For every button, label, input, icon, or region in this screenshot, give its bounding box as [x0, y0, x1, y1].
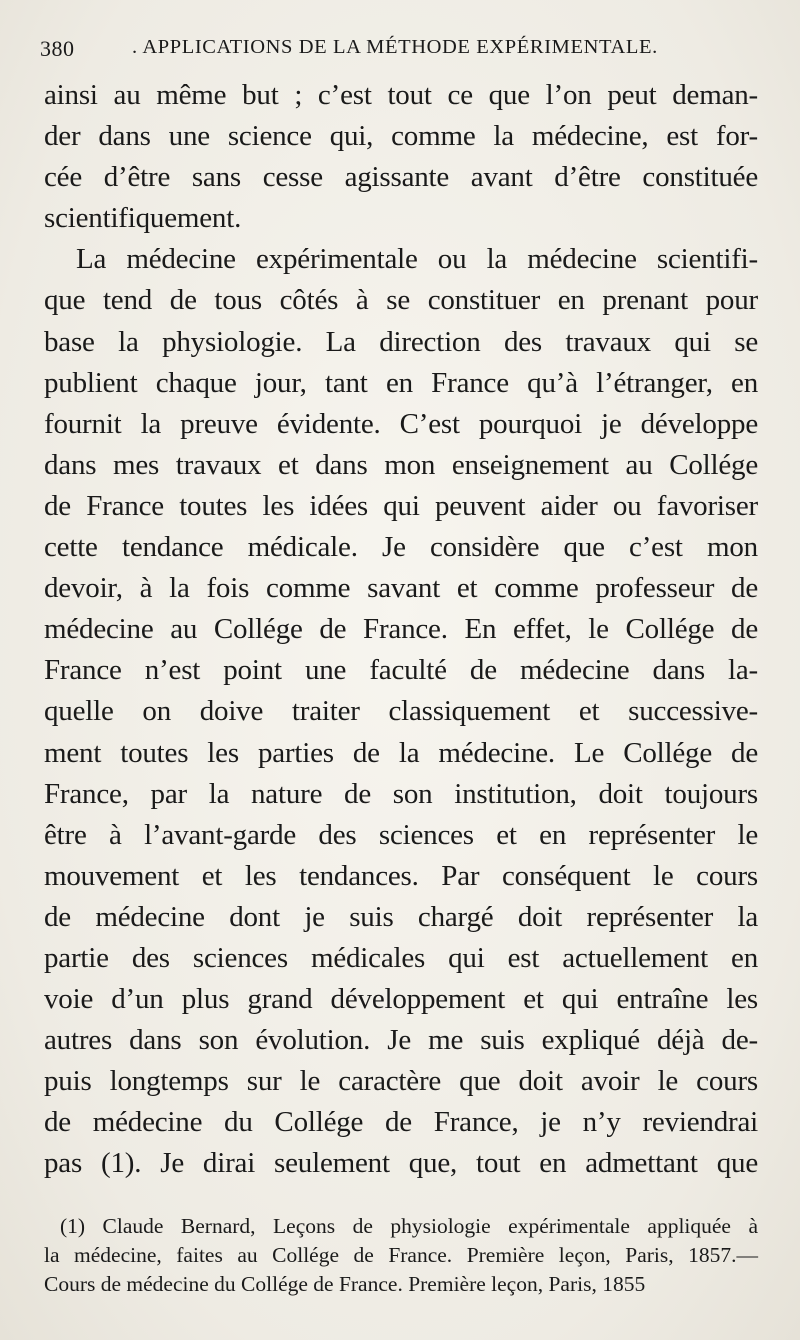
text-line: puis longtemps sur le caractère que doit avoir le cours — [44, 1065, 758, 1098]
footnote-line: (1) Claude Bernard, Leçons de physiologie expérimentale appliquée à — [60, 1214, 758, 1238]
page-header — [40, 34, 760, 68]
text-line: ment toutes les parties de la médecine. Le Collége de — [44, 736, 758, 769]
body-text — [44, 75, 758, 1185]
paragraph-start-line: La médecine expérimentale ou la médecine scientifi- — [76, 243, 758, 276]
text-line: médecine au Collége de France. En effet, le Collége de — [44, 613, 758, 646]
text-line: ainsi au même but ; c’est tout ce que l’on peut deman- — [44, 79, 758, 111]
text-line: scientifiquement. — [44, 202, 242, 235]
footnote-block — [44, 1212, 758, 1299]
text-line: pas (1). Je dirai seulement que, tout en admettant que — [44, 1147, 758, 1180]
page-number: 380 — [40, 36, 75, 61]
text-line: devoir, à la fois comme savant et comme professeur de — [44, 572, 758, 605]
text-line: dans mes travaux et dans mon enseignement au Collége — [44, 448, 758, 481]
text-line: quelle on doive traiter classiquement et successive- — [44, 695, 758, 728]
text-line: partie des sciences médicales qui est actuellement en — [44, 941, 758, 974]
text-line: cette tendance médicale. Je considère que c’est mon — [44, 531, 758, 564]
text-line: mouvement et les tendances. Par conséquent le cours — [44, 859, 758, 892]
text-line: France n’est point une faculté de médecine dans la- — [44, 654, 758, 687]
text-line: de médecine dont je suis chargé doit représenter la — [44, 900, 758, 933]
text-line: être à l’avant-garde des sciences et en représenter le — [44, 818, 758, 851]
footnote-line: Cours de médecine du Collége de France. Première leçon, Paris, 1855 — [44, 1272, 646, 1296]
text-line: der dans une science qui, comme la médecine, est for- — [44, 120, 758, 153]
text-line: que tend de tous côtés à se constituer en prenant pour — [44, 284, 758, 317]
text-line: France, par la nature de son institution, doit toujours — [44, 777, 758, 810]
text-line: base la physiologie. La direction des travaux qui se — [44, 325, 758, 358]
footnote-line: la médecine, faites au Collége de France. Première leçon, Paris, 1857.— — [44, 1243, 758, 1267]
text-line: publient chaque jour, tant en France qu’à l’étranger, en — [44, 366, 758, 399]
text-line: fournit la preuve évidente. C’est pourquoi je développe — [44, 407, 758, 440]
text-line: de médecine du Collége de France, je n’y reviendrai — [44, 1106, 758, 1139]
text-line: voie d’un plus grand développement et qui entraîne les — [44, 983, 758, 1016]
text-line: autres dans son évolution. Je me suis expliqué déjà de- — [44, 1024, 758, 1057]
text-line: cée d’être sans cesse agissante avant d’être constituée — [44, 161, 758, 194]
running-title: . APPLICATIONS DE LA MÉTHODE EXPÉRIMENTALE. — [132, 36, 658, 58]
text-line: de France toutes les idées qui peuvent aider ou favoriser — [44, 489, 758, 522]
